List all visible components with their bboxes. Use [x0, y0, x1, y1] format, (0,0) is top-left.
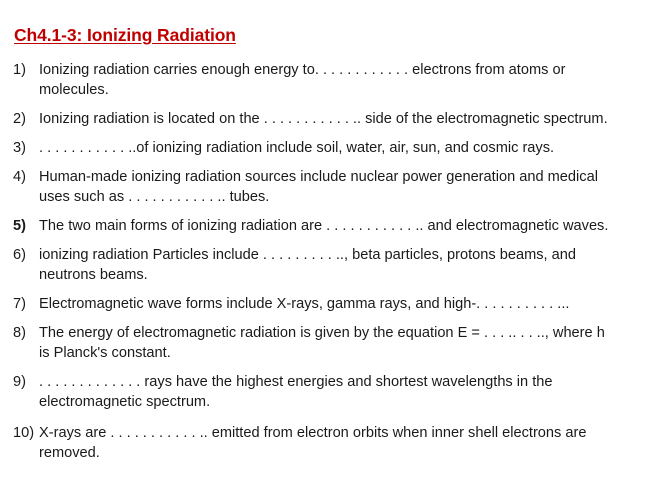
question-line: The energy of electromagnetic radiation is given by the equation E = . . . .. . . .., where h — [39, 325, 605, 341]
question-line: ionizing radiation Particles include . . . . . . . . . .., beta particles, protons beams, and — [39, 247, 576, 263]
question-text — [39, 216, 608, 236]
question-number: 3) — [13, 140, 26, 156]
question-line: Human-made ionizing radiation sources include nuclear power generation and medical — [39, 169, 598, 185]
question-text — [39, 323, 605, 363]
question-line: electromagnetic spectrum. — [39, 394, 211, 410]
question-line: removed. — [39, 445, 100, 461]
question-number: 4) — [13, 169, 26, 185]
question-line: neutrons beams. — [39, 267, 148, 283]
question-number: 6) — [13, 247, 26, 263]
question-text — [39, 138, 554, 158]
question-line: molecules. — [39, 82, 109, 98]
question-line: X-rays are . . . . . . . . . . . .. emitted from electron orbits when inner shell electrons are — [39, 425, 587, 441]
question-text — [39, 60, 565, 100]
question-line: The two main forms of ionizing radiation are . . . . . . . . . . . .. and electromagnetic waves. — [39, 218, 609, 234]
question-text — [39, 245, 576, 285]
question-line: . . . . . . . . . . . . . rays have the highest energies and shortest wavelengths in the — [39, 374, 553, 390]
question-number: 5) — [13, 218, 26, 234]
question-text — [39, 294, 569, 314]
question-number: 10) — [13, 425, 35, 441]
question-number: 1) — [13, 62, 26, 78]
question-line: is Planck's constant. — [39, 345, 171, 361]
question-number: 7) — [13, 296, 26, 312]
question-text — [39, 167, 598, 207]
question-line: uses such as . . . . . . . . . . . .. tubes. — [39, 189, 270, 205]
question-number: 8) — [13, 325, 26, 341]
question-text — [39, 109, 608, 129]
question-line: Ionizing radiation is located on the . . . . . . . . . . . .. side of the electromagnetic spectrum. — [39, 111, 608, 127]
question-text — [39, 372, 553, 412]
page-title: Ch4.1-3: Ionizing Radiation — [14, 25, 236, 45]
question-number: 2) — [13, 111, 26, 127]
question-line: . . . . . . . . . . . ..of ionizing radiation include soil, water, air, sun, and cosmic rays. — [39, 140, 555, 156]
question-number: 9) — [13, 374, 26, 390]
question-text — [39, 423, 586, 463]
question-line: Ionizing radiation carries enough energy to. . . . . . . . . . . . electrons from atoms or — [39, 62, 566, 78]
question-line: Electromagnetic wave forms include X-rays, gamma rays, and high-. . . . . . . . . . ... — [39, 296, 570, 312]
